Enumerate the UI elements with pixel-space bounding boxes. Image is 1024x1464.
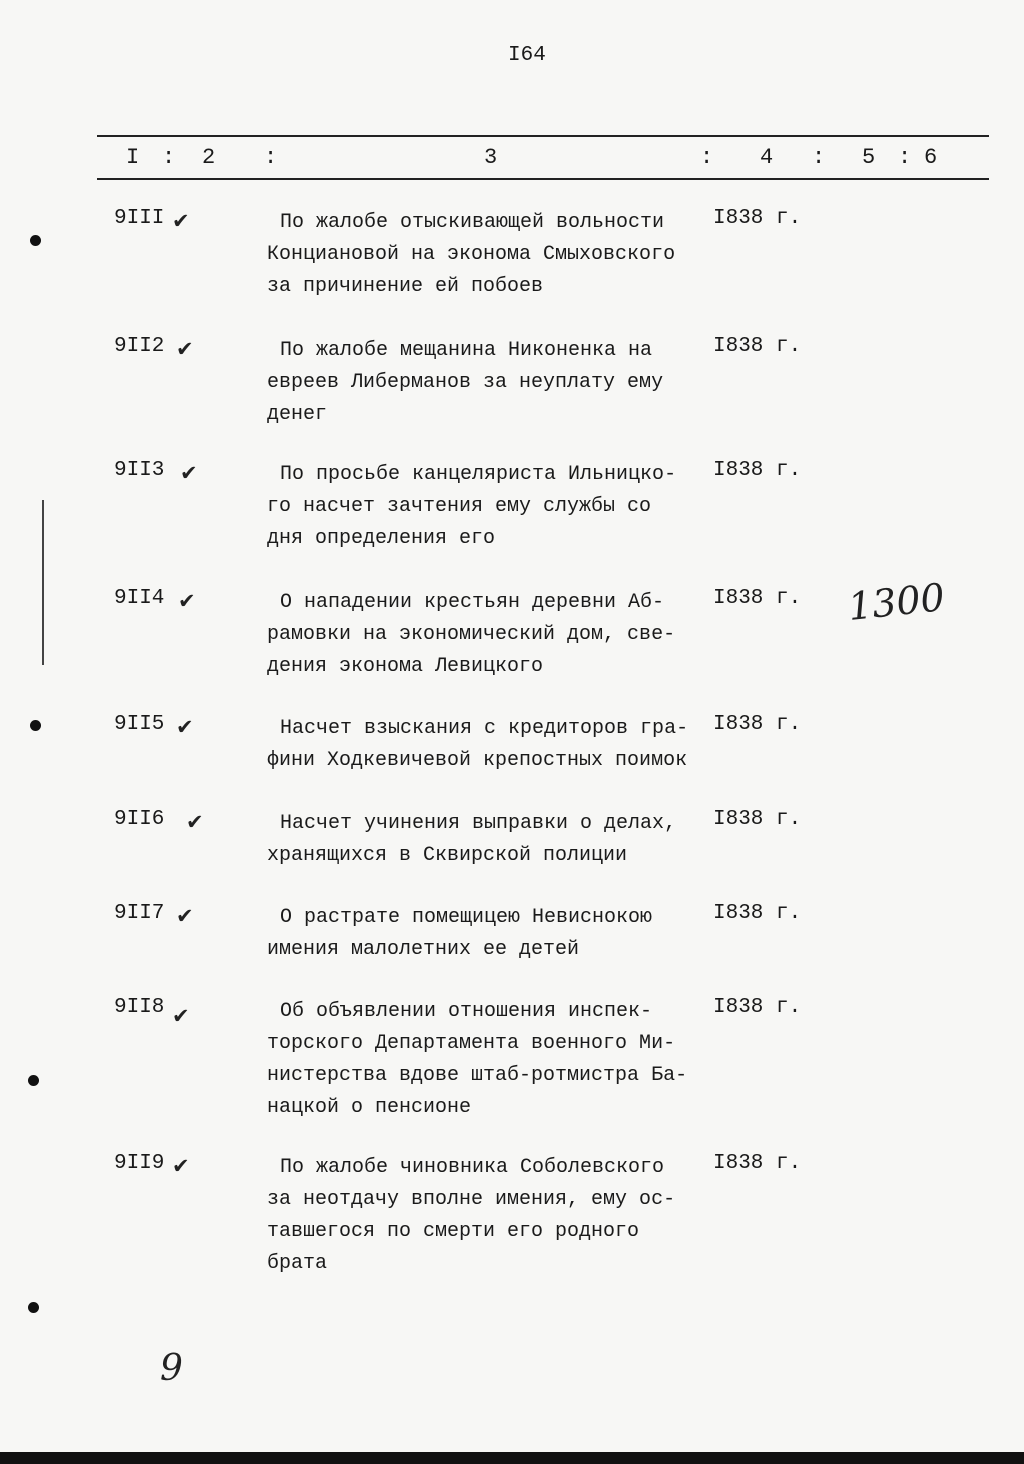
row-number: 9II7 (114, 902, 165, 925)
row-number: 9II9 (114, 1152, 165, 1175)
row-title-line: дня определения его (267, 527, 496, 550)
header-col-2: 2 (202, 145, 216, 170)
row-number: 9II3 (114, 459, 165, 482)
row-title (267, 207, 717, 303)
header-sep-1: : (162, 145, 176, 170)
row-title-line: фини Ходкевичевой крепостных поимок (267, 749, 688, 772)
check-mark-icon: ✔ (180, 461, 198, 485)
row-title (267, 808, 717, 872)
row-title-line: О растрате помещицею Невиснокою (280, 906, 653, 929)
row-title-line: Конциановой на эконома Смыховского (267, 243, 676, 266)
row-title-line: По жалобе мещанина Никоненка на (280, 339, 653, 362)
row-year: I838 г. (713, 808, 802, 831)
header-col-3: 3 (484, 145, 498, 170)
row-title-line: нацкой о пенсионе (267, 1096, 472, 1119)
header-rule-top (97, 135, 989, 137)
footer-handwritten-mark: 9 (160, 1348, 183, 1389)
row-year: I838 г. (713, 335, 802, 358)
row-title-line: Об объявлении отношения инспек- (280, 1000, 653, 1023)
margin-line (42, 500, 44, 665)
check-mark-icon: ✔ (178, 589, 196, 613)
header-sep-3: : (700, 145, 714, 170)
punch-hole-icon (30, 720, 41, 731)
row-title-line: Насчет взыскания с кредиторов гра- (280, 717, 689, 740)
row-number: 9II4 (114, 587, 165, 610)
row-year: I838 г. (713, 713, 802, 736)
check-mark-icon: ✔ (176, 337, 194, 361)
sheet-count-annotation: 1300 (845, 575, 947, 629)
check-mark-icon: ✔ (176, 904, 194, 928)
row-year: I838 г. (713, 207, 802, 230)
header-rule-bottom (97, 178, 989, 180)
row-number: 9II5 (114, 713, 165, 736)
check-mark-icon: ✔ (172, 1004, 190, 1028)
row-title-line: за причинение ей побоев (267, 275, 544, 298)
row-year: I838 г. (713, 459, 802, 482)
scan-bottom-edge (0, 1452, 1024, 1464)
row-title-line: тавшегося по смерти его родного (267, 1220, 640, 1243)
row-title-line: дения эконома Левицкого (267, 655, 544, 678)
punch-hole-icon (30, 235, 41, 246)
row-title (267, 996, 717, 1124)
row-title-line: Насчет учинения выправки о делах, (280, 812, 677, 835)
row-title-line: рамовки на экономический дом, све- (267, 623, 676, 646)
punch-hole-icon (28, 1075, 39, 1086)
row-title (267, 713, 717, 777)
row-number: 9II8 (114, 996, 165, 1019)
row-title-line: По просьбе канцеляриста Ильницко- (280, 463, 677, 486)
check-mark-icon: ✔ (172, 209, 190, 233)
row-title (267, 902, 717, 966)
row-title-line: По жалобе чиновника Соболевского (280, 1156, 665, 1179)
row-year: I838 г. (713, 587, 802, 610)
row-title-line: имения малолетних ее детей (267, 938, 580, 961)
check-mark-icon: ✔ (176, 715, 194, 739)
page-number: I64 (508, 44, 546, 67)
row-year: I838 г. (713, 1152, 802, 1175)
header-col-6: 6 (924, 145, 938, 170)
row-title-line: торского Департамента военного Ми- (267, 1032, 676, 1055)
row-title-line: нистерства вдове штаб-ротмистра Ба- (267, 1064, 688, 1087)
header-sep-4: : (812, 145, 826, 170)
check-mark-icon: ✔ (186, 810, 204, 834)
header-col-5: 5 (862, 145, 876, 170)
punch-hole-icon (28, 1302, 39, 1313)
row-title-line: брата (267, 1252, 328, 1275)
row-title (267, 1152, 717, 1280)
header-sep-2: : (264, 145, 278, 170)
row-title-line: О нападении крестьян деревни Аб- (280, 591, 665, 614)
row-number: 9II6 (114, 808, 165, 831)
row-number: 9III (114, 207, 165, 230)
row-title-line: хранящихся в Сквирской полиции (267, 844, 628, 867)
row-year: I838 г. (713, 996, 802, 1019)
header-col-1: I (126, 145, 140, 170)
row-title-line: го насчет зачтения ему службы со (267, 495, 652, 518)
header-sep-5: : (898, 145, 912, 170)
row-title-line: денег (267, 403, 328, 426)
header-col-4: 4 (760, 145, 774, 170)
row-year: I838 г. (713, 902, 802, 925)
row-title (267, 335, 717, 431)
check-mark-icon: ✔ (172, 1154, 190, 1178)
row-title (267, 587, 717, 683)
row-title-line: за неотдачу вполне имения, ему ос- (267, 1188, 676, 1211)
row-title-line: По жалобе отыскивающей вольности (280, 211, 665, 234)
row-title (267, 459, 717, 555)
row-number: 9II2 (114, 335, 165, 358)
row-title-line: евреев Либерманов за неуплату ему (267, 371, 664, 394)
